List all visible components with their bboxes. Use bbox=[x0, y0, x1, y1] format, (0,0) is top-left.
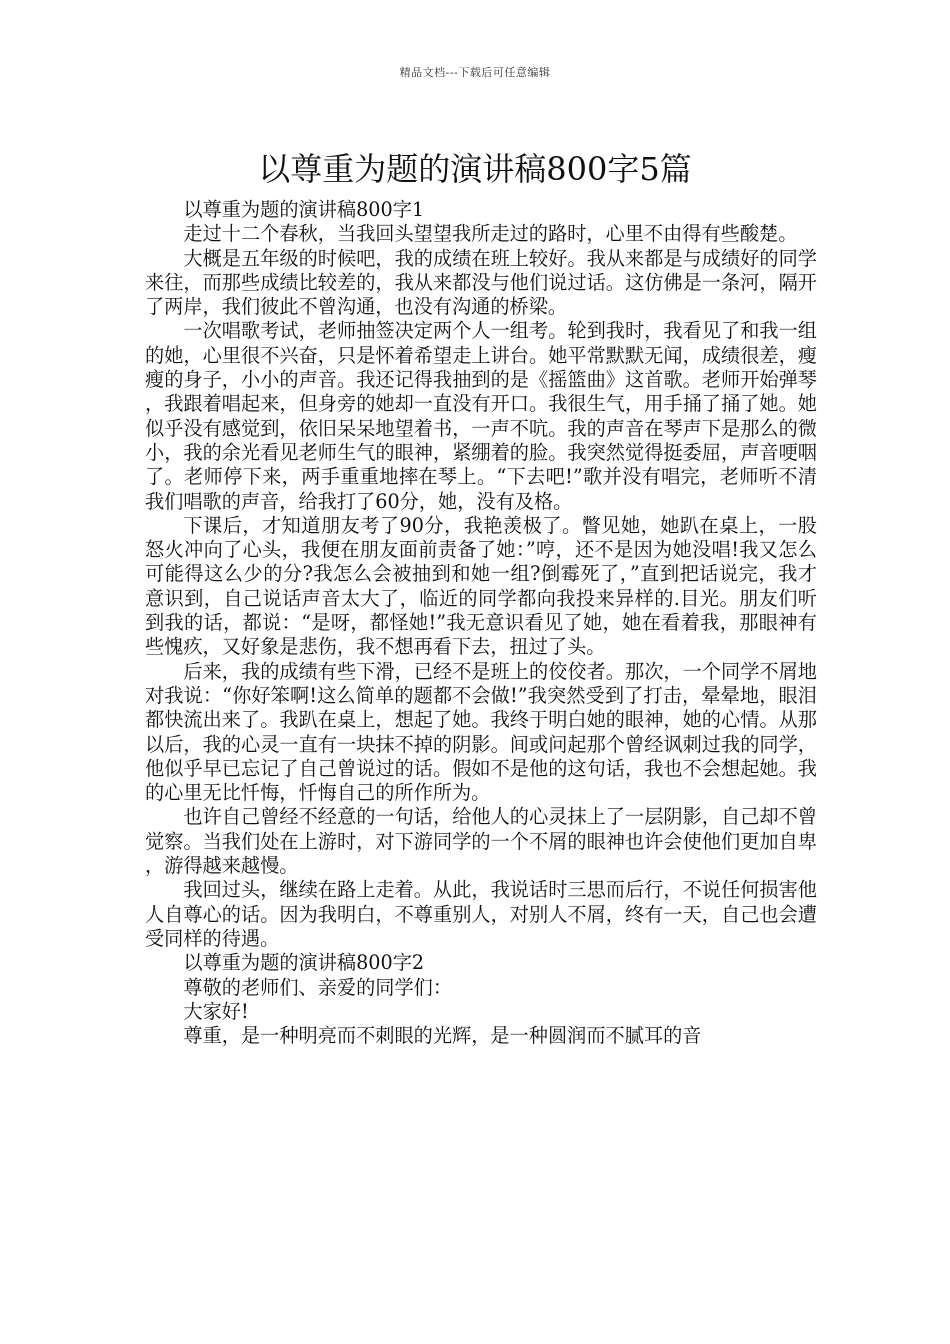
section-heading-1: 以尊重为题的演讲稿800字1 bbox=[183, 198, 425, 221]
paragraph: 也许自己曾经不经意的一句话，给他人的心灵抹上了一层阴影，自己却不曾觉察。当我们处在上游时，对下游同学的一个不屑的眼神也许会使他们更加自卑，游得越来越慢。 bbox=[145, 805, 817, 878]
paragraph: 尊重，是一种明亮而不刺眼的光辉，是一种圆润而不腻耳的音 bbox=[183, 1024, 702, 1048]
section-heading-2: 以尊重为题的演讲稿800字2 bbox=[183, 951, 425, 975]
paragraph: 下课后，才知道朋友考了90分，我艳羡极了。瞥见她，她趴在桌上，一股怒火冲向了心头，我便在朋友面前责备了她：”哼，还不是因为她没唱!我又怎么可能得这么少的分?我怎么会被抽到和她一组?倒霉死了，”直到把话说完，我才意识到，自己说话声音太大了，临近的同学都向我投来异样的.目光。朋友们听到我的话，都说：“是呀，都怪她!”我无意识看见了她，她在看着我，那眼神有些愧疚，又好象是悲伤，我不想再看下去，扭过了头。 bbox=[145, 513, 817, 659]
salutation: 尊敬的老师们、亲爱的同学们： bbox=[183, 975, 453, 999]
document-title: 以尊重为题的演讲稿800字5篇 bbox=[258, 150, 692, 189]
page-header: 精品文档---下载后可任意编辑 bbox=[399, 66, 551, 79]
paragraph: 后来，我的成绩有些下滑，已经不是班上的佼佼者。那次，一个同学不屑地对我说：“你好笨啊!这么简单的题都不会做!”我突然受到了打击，晕晕地，眼泪都快流出来了。我趴在桌上，想起了她。我终于明白她的眼神，她的心情。从那以后，我的心灵一直有一块抹不掉的阴影。间或问起那个曾经讽刺过我的同学，他似乎早已忘记了自己曾说过的话。假如不是他的这句话，我也不会想起她。我的心里无比忏悔，忏悔自己的所作所为。 bbox=[145, 659, 817, 805]
paragraph: 我回过头，继续在路上走着。从此，我说话时三思而后行，不说任何损害他人自尊心的话。因为我明白，不尊重别人，对别人不屑，终有一天，自己也会遭受同样的待遇。 bbox=[145, 878, 817, 950]
paragraph: 一次唱歌考试，老师抽签决定两个人一组考。轮到我时，我看见了和我一组的她，心里很不兴奋，只是怀着希望走上讲台。她平常默默无闻，成绩很差，瘦瘦的身子，小小的声音。我还记得我抽到的是《摇篮曲》这首歌。老师开始弹琴，我跟着唱起来，但身旁的她却一直没有开口。我很生气，用手捅了捅了她。她似乎没有感觉到，依旧呆呆地望着书，一声不吭。我的声音在琴声下是那么的微小，我的余光看见老师生气的眼神，紧绷着的脸。我突然觉得挺委屈，声音哽咽了。老师停下来，两手重重地摔在琴上。“下去吧!”歌并没有唱完，老师听不清我们唱歌的声音，给我打了60分，她，没有及格。 bbox=[145, 319, 817, 513]
document-body bbox=[145, 198, 817, 1048]
paragraph: 走过十二个春秋，当我回头望望我所走过的路时，心里不由得有些酸楚。 bbox=[183, 222, 798, 246]
paragraph: 大概是五年级的时候吧，我的成绩在班上较好。我从来都是与成绩好的同学来往，而那些成绩比较差的，我从来都没与他们说过话。这仿佛是一条河，隔开了两岸，我们彼此不曾沟通，也没有沟通的桥梁。 bbox=[145, 246, 817, 319]
greeting: 大家好! bbox=[183, 999, 249, 1023]
